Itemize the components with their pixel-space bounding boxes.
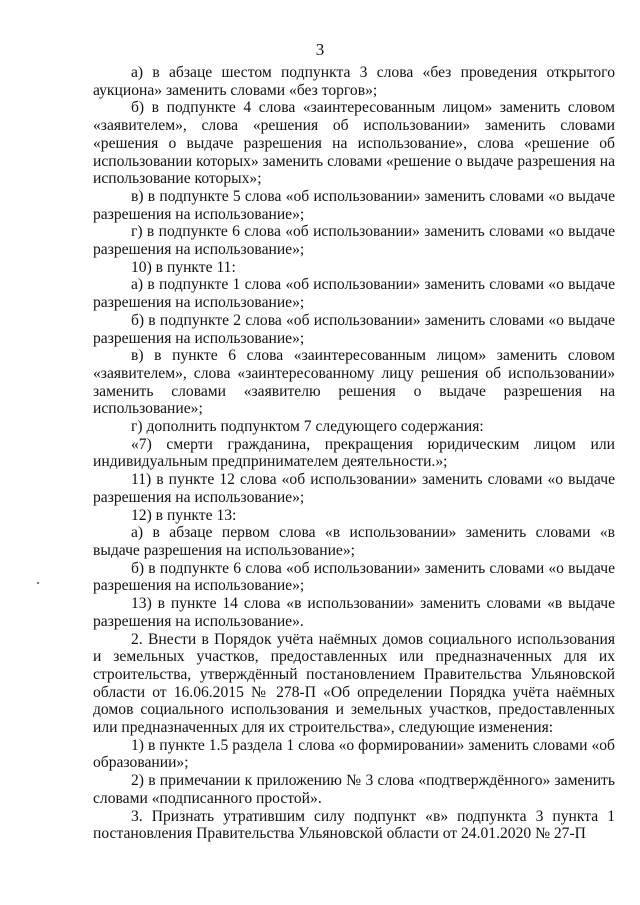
paragraph: «7) смерти гражданина, прекращения юридическим лицом или индивидуальным предпринимателем деятельности.»; [93,435,615,471]
paragraph: а) в абзаце первом слова «в использовании» заменить словами «в выдаче разрешения на использование»; [93,524,615,559]
paragraph: б) в подпункте 6 слова «об использовании» заменить словами «о выдаче разрешения на использование»; [93,559,615,595]
paragraph: 2) в примечании к приложению № 3 слова «подтверждённого» заменить словами «подписанного простой». [93,772,615,807]
paragraph: г) дополнить подпунктом 7 следующего содержания: [131,418,484,436]
paragraph: б) в подпункте 4 слова «заинтересованным лицом» заменить словом «заявителем», слова «решения об использовании» заменить словами «решения о выдаче разрешения на использование», слова «решение об использовании которых» заменить словами «решение о выдаче разрешения на использование которых»; [93,99,615,188]
document-body [93,64,615,843]
paragraph: 10) в пункте 11: [131,258,236,276]
paragraph: в) в пункте 6 слова «заинтересованным лицом» заменить словом «заявителем», слова «заинтересованному лицу решения об использовании» заменить словами «заявителю решения о выдаче разрешения на использование»; [93,347,615,418]
paragraph: г) в подпункте 6 слова «об использовании» заменить словами «о выдаче разрешения на использование»; [93,223,615,259]
scan-dot [37,582,39,584]
paragraph: 1) в пункте 1.5 раздела 1 слова «о формировании» заменить словами «об образовании»; [93,736,615,772]
paragraph: 11) в пункте 12 слова «об использовании» заменить словами «о выдаче разрешения на использование»; [93,471,615,506]
paragraph: 3. Признать утратившим силу подпункт «в» подпункта 3 пункта 1 постановления Правительства Ульяновской области от 24.01.2020 № 27-П [93,807,615,843]
paragraph: 2. Внести в Порядок учёта наёмных домов социального использования и земельных участков, предоставленных или предназначенных для их строительства, утверждённый постановлением Правительства Ульяновской области от 16.06.2015 № 278-П «Об определении Порядка учёта наёмных домов социального использования и земельных участков, предоставленных или предназначенных для их строительства», следующие изменения: [93,630,615,737]
paragraph: в) в подпункте 5 слова «об использовании» заменить словами «о выдаче разрешения на использование»; [93,187,615,223]
paragraph: б) в подпункте 2 слова «об использовании» заменить словами «о выдаче разрешения на использование»; [93,311,615,347]
paragraph: 12) в пункте 13: [131,506,237,524]
paragraph: а) в подпункте 1 слова «об использовании» заменить словами «о выдаче разрешения на использование»; [93,276,615,312]
paragraph: а) в абзаце шестом подпункта 3 слова «без проведения открытого аукциона» заменить словами «без торгов»; [93,64,615,99]
page-number: 3 [315,40,325,59]
paragraph: 13) в пункте 14 слова «в использовании» заменить словами «в выдаче разрешения на использование». [93,595,615,630]
